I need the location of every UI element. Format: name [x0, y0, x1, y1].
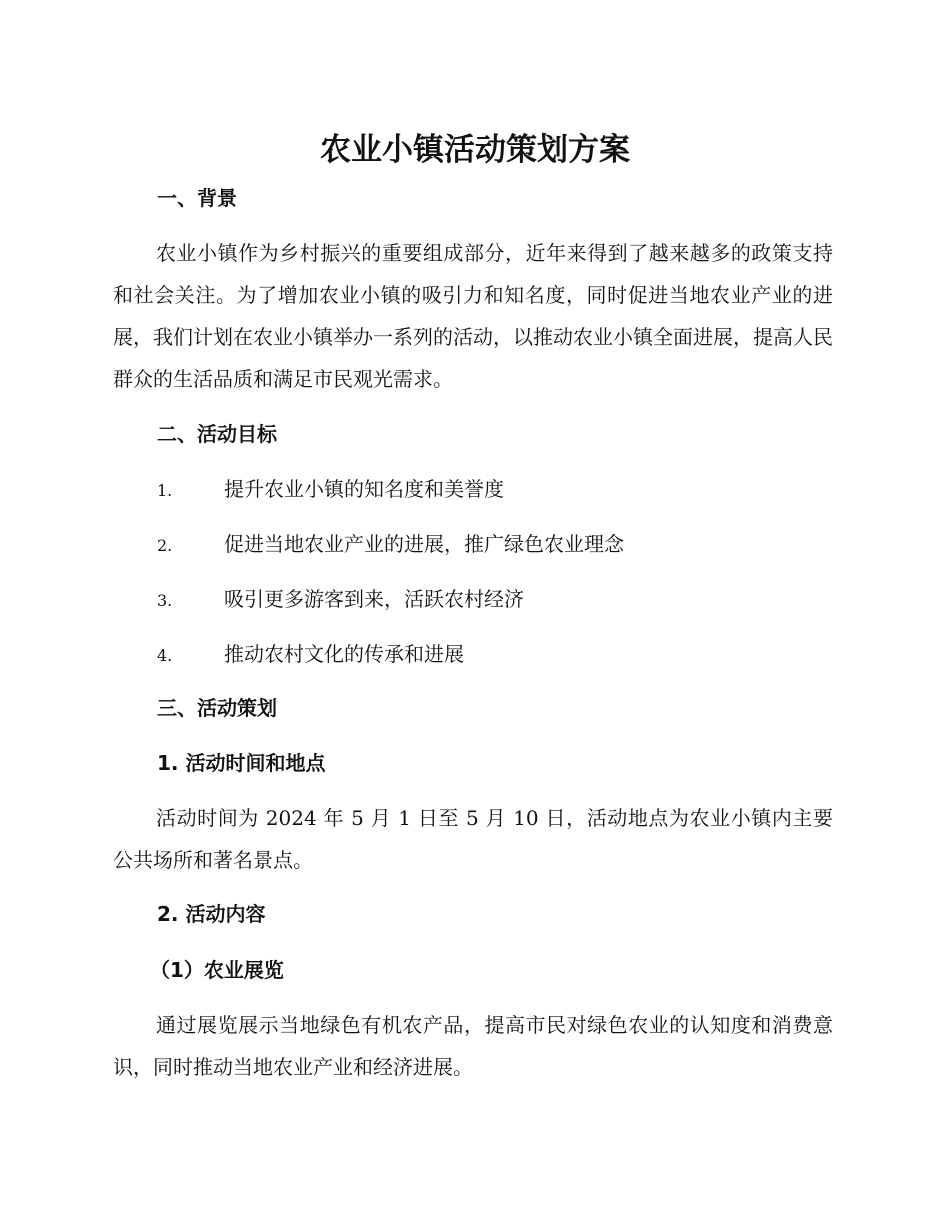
goal-text: 推动农村文化的传承和进展 — [224, 642, 464, 666]
goal-item — [157, 474, 837, 506]
document-title: 农业小镇活动策划方案 — [320, 132, 630, 168]
subheading-activity-content: 2. 活动内容 — [157, 902, 266, 926]
goal-number: 1. — [157, 481, 173, 500]
goal-item — [157, 529, 837, 561]
goal-number: 2. — [157, 536, 173, 555]
subheading-agri-exhibition: （1）农业展览 — [150, 958, 284, 982]
section-heading-background: 一、背景 — [157, 186, 237, 210]
goal-item — [157, 584, 837, 616]
time-location-paragraph: 活动时间为 2024 年 5 月 1 日至 5 月 10 日，活动地点为农业小镇内主要公共场所和著名景点。 — [113, 806, 833, 872]
goal-text: 提升农业小镇的知名度和美誉度 — [224, 477, 504, 501]
subheading-time-location: 1. 活动时间和地点 — [157, 751, 326, 775]
background-paragraph: 农业小镇作为乡村振兴的重要组成部分，近年来得到了越来越多的政策支持和社会关注。为了增加农业小镇的吸引力和知名度，同时促进当地农业产业的进展，我们计划在农业小镇举办一系列的活动，以推动农业小镇全面进展，提高人民群众的生活品质和满足市民观光需求。 — [113, 241, 833, 391]
goal-text: 促进当地农业产业的进展，推广绿色农业理念 — [224, 532, 624, 556]
agri-exhibition-paragraph: 通过展览展示当地绿色有机农产品，提高市民对绿色农业的认知度和消费意识，同时推动当地农业产业和经济进展。 — [113, 1013, 833, 1079]
section-heading-goals: 二、活动目标 — [157, 422, 277, 446]
goal-number: 4. — [157, 646, 173, 665]
goal-number: 3. — [157, 591, 173, 610]
section-heading-planning: 三、活动策划 — [157, 696, 277, 720]
goal-item — [157, 639, 837, 671]
goal-text: 吸引更多游客到来，活跃农村经济 — [224, 587, 524, 611]
